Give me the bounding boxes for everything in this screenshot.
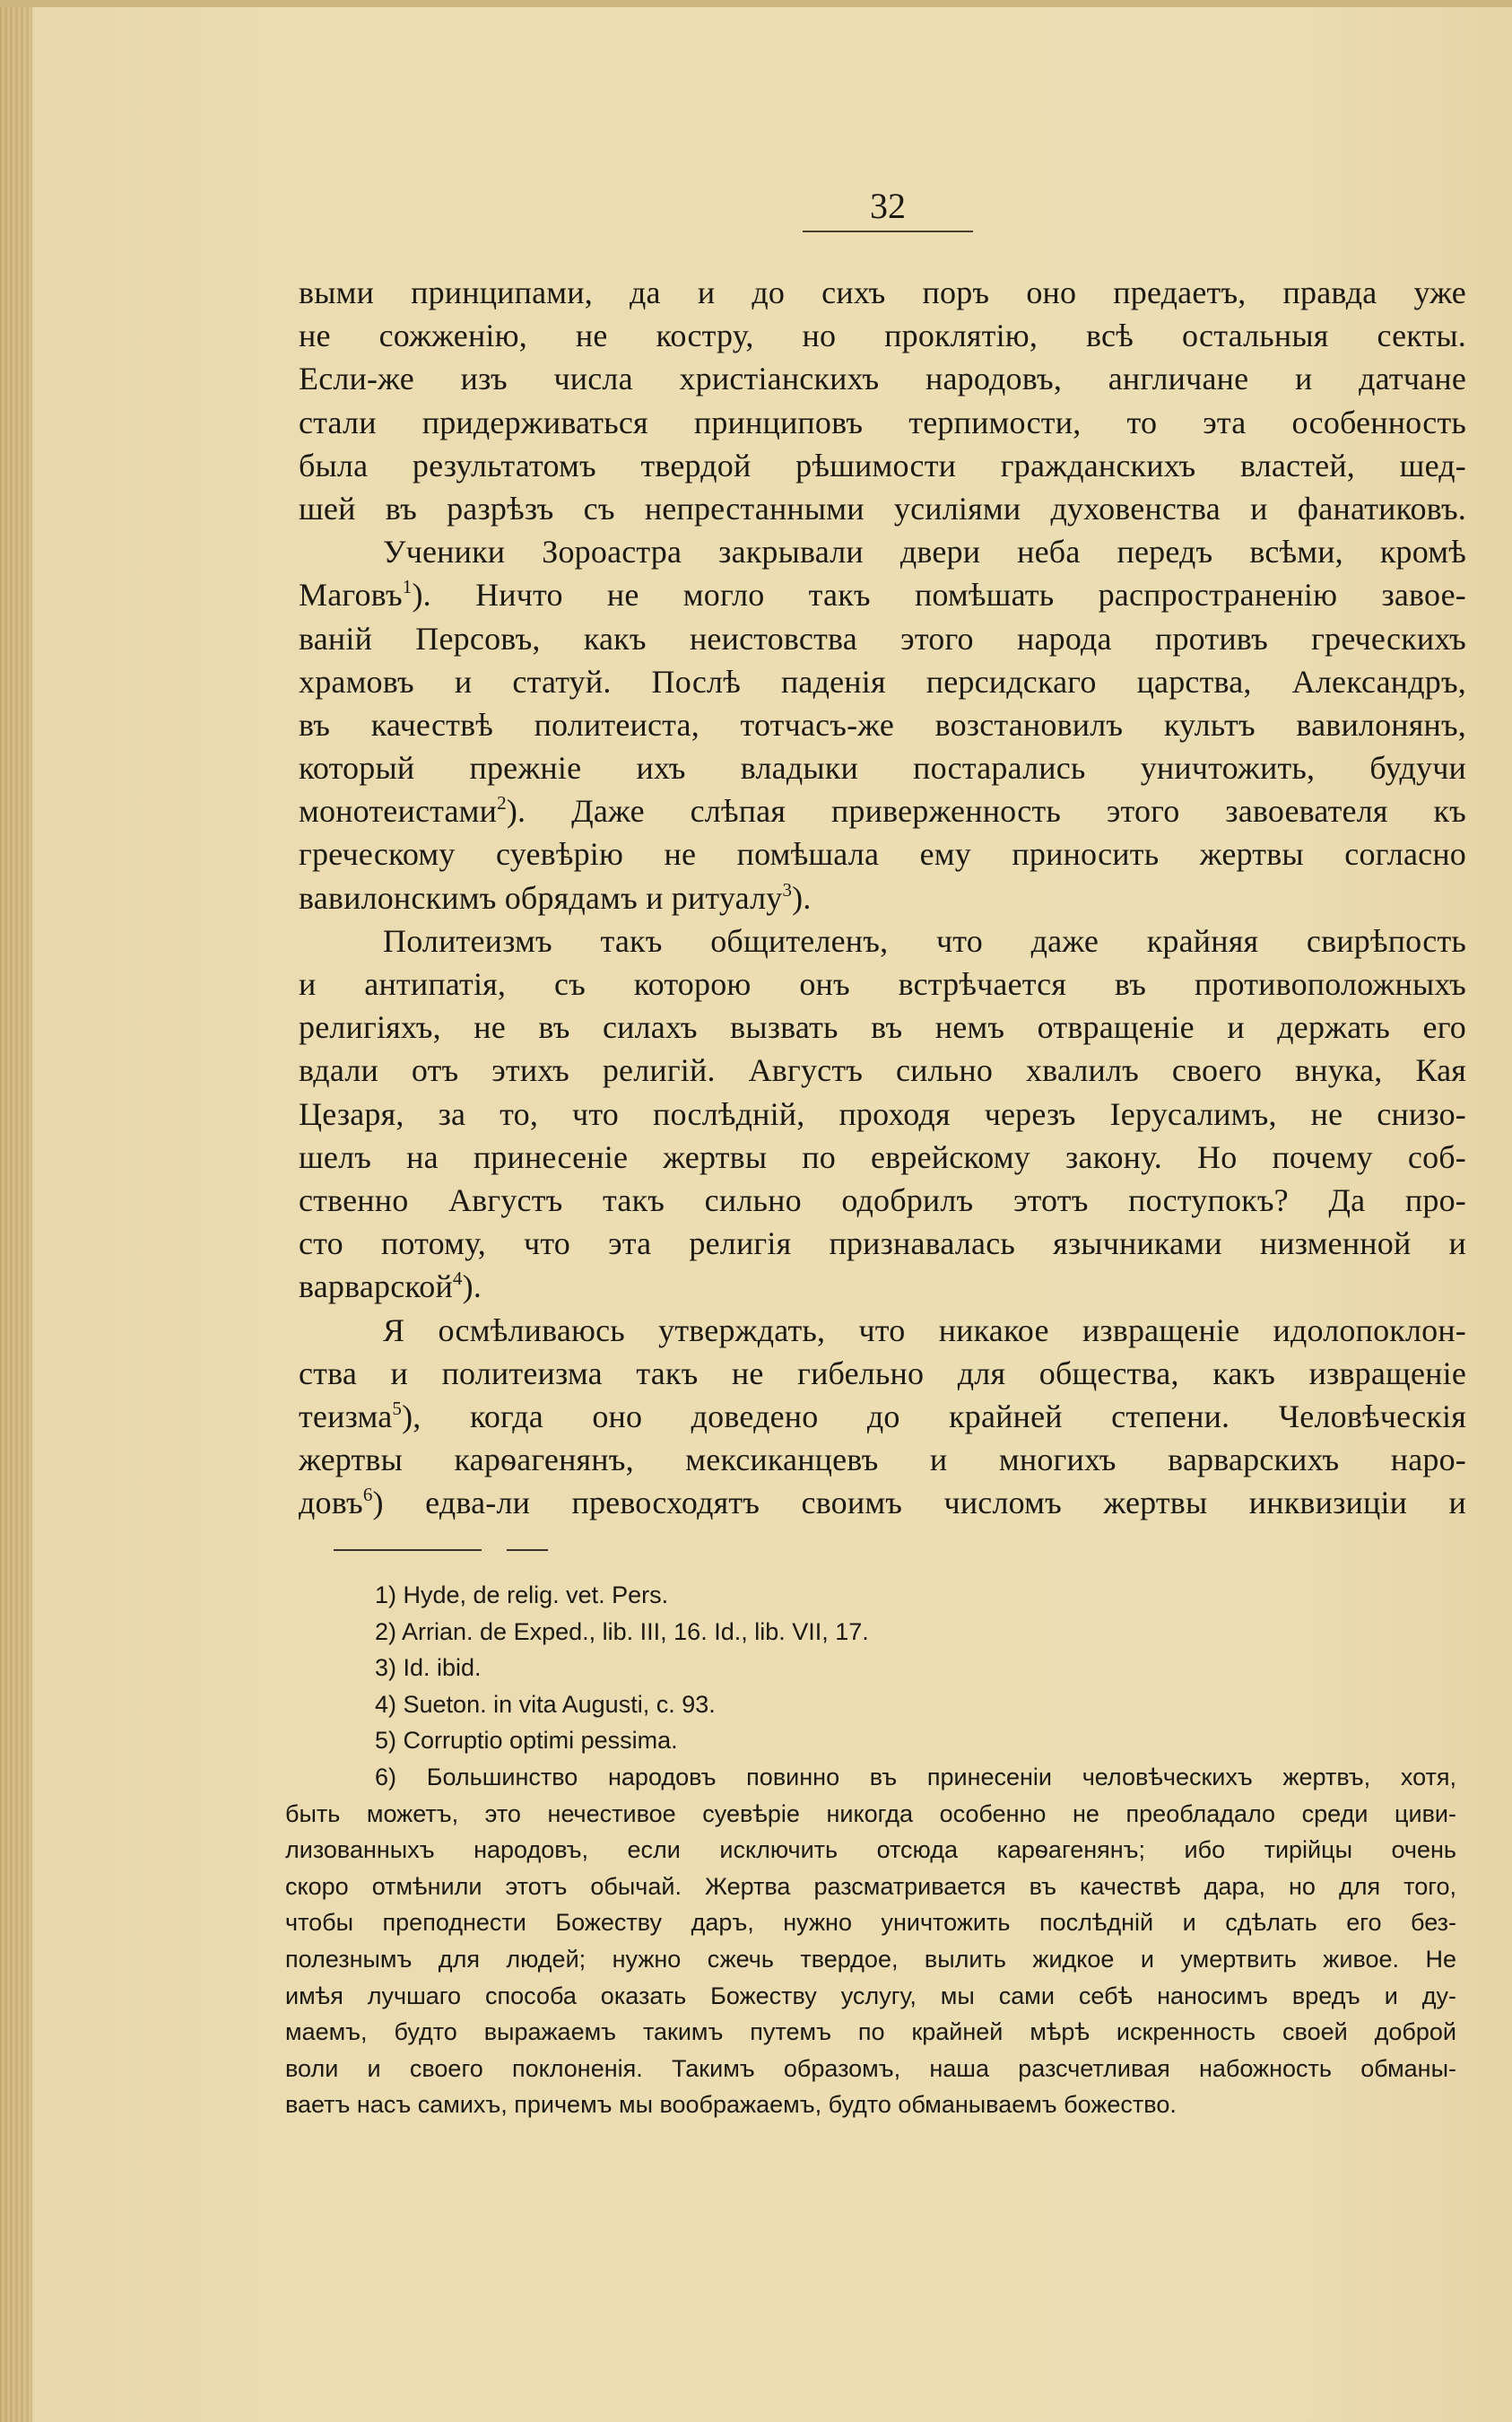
text-line xyxy=(299,444,1466,487)
text-line xyxy=(299,1049,1466,1092)
text-line xyxy=(299,1438,1466,1481)
book-spine-shadow xyxy=(0,0,32,2422)
text-segment: ваній Персовъ, какъ неистовства этого народа противъ греческихъ xyxy=(299,620,1466,657)
footnote-line: 2) Arrian. de Exped., lib. III, 16. Id., lib. VII, 17. xyxy=(375,1617,869,1645)
text-segment: который прежніе ихъ владыки постарались уничтожить, будучи xyxy=(299,750,1466,787)
text-line xyxy=(299,1395,1466,1438)
text-segment: не сожженію, не костру, но проклятію, всѣ остальныя секты. xyxy=(299,318,1466,354)
text-line xyxy=(299,1136,1466,1179)
footnote-reference: 2 xyxy=(497,792,507,815)
footnote-line: маемъ, будто выражаемъ такимъ путемъ по крайней мѣрѣ искренность своей доброй xyxy=(285,2018,1456,2046)
footnote-line: лизованныхъ народовъ, если исключить отсюда карѳагенянъ; ибо тирійцы очень xyxy=(285,1836,1456,1864)
footnote-reference: 4 xyxy=(452,1268,463,1290)
text-segment: сто потому, что эта религія признавалась язычниками низменной и xyxy=(299,1225,1466,1262)
text-segment: Маговъ xyxy=(299,577,403,614)
text-line xyxy=(299,401,1466,444)
text-line xyxy=(299,789,1466,832)
text-line xyxy=(299,703,1466,746)
text-line xyxy=(299,314,1466,357)
text-segment: ), когда оно доведено до крайней степени. Человѣческія xyxy=(402,1398,1466,1434)
text-line xyxy=(299,617,1466,660)
text-line xyxy=(299,530,1466,573)
text-line xyxy=(299,832,1466,876)
footnote-line: имѣя лучшаго способа оказать Божеству услугу, мы сами себѣ наносимъ вредъ и ду- xyxy=(285,1982,1456,2009)
text-segment: теизма xyxy=(299,1398,393,1434)
text-line xyxy=(299,1352,1466,1395)
text-line xyxy=(299,1265,1466,1308)
text-line xyxy=(299,1309,1466,1352)
text-segment: стали придерживаться принциповъ терпимости, то эта особенность xyxy=(299,404,1466,440)
footnote-separator-short xyxy=(507,1549,548,1551)
text-line xyxy=(299,1481,1466,1524)
footnote-separator-long xyxy=(334,1549,482,1551)
footnote-line: 5) Corruptio optimi pessima. xyxy=(375,1727,678,1755)
text-segment: ) едва-ли превосходятъ своимъ числомъ жертвы инквизиціи и xyxy=(372,1485,1466,1521)
text-line xyxy=(299,1222,1466,1265)
text-segment: Если-же изъ числа христіанскихъ народовъ, англичане и датчане xyxy=(299,361,1466,397)
text-segment: шей въ разрѣзъ съ непрестанными усиліями духовенства и фанатиковъ. xyxy=(299,490,1466,527)
footnote-reference: 5 xyxy=(392,1397,403,1419)
text-line xyxy=(299,1179,1466,1222)
text-segment: варварской xyxy=(299,1268,453,1305)
text-segment: храмовъ и статуй. Послѣ паденія персидскаго царства, Александръ, xyxy=(299,663,1466,700)
text-line xyxy=(299,746,1466,789)
text-line xyxy=(299,660,1466,703)
footnote-reference: 3 xyxy=(782,878,793,901)
text-segment: и антипатія, съ которою онъ встрѣчается въ противоположныхъ xyxy=(299,966,1466,1002)
text-line xyxy=(299,963,1466,1006)
footnotes-block xyxy=(285,1577,1456,2123)
text-segment: греческому суевѣрію не помѣшала ему приносить жертвы согласно xyxy=(299,836,1466,873)
text-segment: Политеизмъ такъ общителенъ, что даже крайняя свирѣпость xyxy=(383,922,1466,959)
text-line xyxy=(299,1006,1466,1049)
text-segment: довъ xyxy=(299,1485,363,1521)
footnote-reference: 6 xyxy=(362,1484,373,1506)
footnote-line: 4) Sueton. in vita Augusti, c. 93. xyxy=(375,1690,716,1718)
page-number-underline xyxy=(803,231,973,232)
text-line xyxy=(299,357,1466,400)
text-line xyxy=(299,271,1466,314)
text-segment: Цезаря, за то, что послѣдній, проходя черезъ Іерусалимъ, не снизо- xyxy=(299,1095,1466,1132)
page-top-edge xyxy=(0,0,1512,7)
footnote-line: ваетъ насъ самихъ, причемъ мы воображаемъ, будто обманываемъ божество. xyxy=(285,2091,1177,2119)
footnote-reference: 1 xyxy=(402,576,413,598)
text-segment: монотеистами xyxy=(299,793,498,830)
text-segment: ства и политеизма такъ не гибельно для общества, какъ извращеніе xyxy=(299,1355,1466,1391)
text-segment: въ качествѣ политеиста, тотчасъ-же возстановилъ культъ вавилонянъ, xyxy=(299,706,1466,743)
text-segment: вавилонскимъ обрядамъ и ритуалу xyxy=(299,879,783,916)
text-line xyxy=(299,573,1466,616)
text-segment: ). Даже слѣпая приверженность этого завоевателя къ xyxy=(506,793,1466,830)
footnote-line: 1) Hyde, de relig. vet. Pers. xyxy=(375,1581,669,1608)
text-line xyxy=(299,876,1466,919)
text-segment: Ученики Зороастра закрывали двери неба передъ всѣми, кромѣ xyxy=(383,534,1466,571)
text-line xyxy=(299,487,1466,530)
text-segment: ). Ничто не могло такъ помѣшать распространенію завое- xyxy=(412,577,1466,614)
text-segment: шелъ на принесеніе жертвы по еврейскому закону. Но почему соб- xyxy=(299,1138,1466,1175)
text-segment: вдали отъ этихъ религій. Августъ сильно хвалилъ своего внука, Кая xyxy=(299,1052,1466,1089)
text-segment: жертвы карѳагенянъ, мексиканцевъ и многихъ варварскихъ наро- xyxy=(299,1442,1466,1478)
page-number: 32 xyxy=(870,186,906,226)
footnote-line: чтобы преподнести Божеству даръ, нужно уничтожить послѣдній и сдѣлать его без- xyxy=(285,1909,1456,1937)
text-line xyxy=(299,1093,1466,1136)
text-line xyxy=(299,919,1466,963)
text-segment: религіяхъ, не въ силахъ вызвать въ немъ отвращеніе и держать его xyxy=(299,1009,1466,1046)
footnote-line: быть можетъ, это нечестивое суевѣріе никогда особенно не преобладало среди циви- xyxy=(285,1799,1456,1827)
text-segment: ). xyxy=(792,879,812,916)
footnote-line: 3) Id. ibid. xyxy=(375,1654,482,1682)
text-segment: ственно Августъ такъ сильно одобрилъ этотъ поступокъ? Да про- xyxy=(299,1181,1466,1218)
text-segment: Я осмѣливаюсь утверждать, что никакое извращеніе идолопоклон- xyxy=(383,1311,1466,1348)
footnote-line: скоро отмѣнили этотъ обычай. Жертва разсматривается въ качествѣ дара, но для того, xyxy=(285,1872,1456,1900)
main-text-block xyxy=(299,271,1466,1524)
text-segment: была результатомъ твердой рѣшимости гражданскихъ властей, шед- xyxy=(299,447,1466,484)
text-segment: ). xyxy=(462,1268,482,1305)
footnote-line: воли и своего поклоненія. Такимъ образомъ, наша разсчетливая набожность обманы- xyxy=(285,2054,1456,2082)
footnote-line: 6) Большинство народовъ повинно въ принесеніи человѣческихъ жертвъ, хотя, xyxy=(375,1763,1456,1790)
footnote-line: полезнымъ для людей; нужно сжечь твердое, вылить жидкое и умертвить живое. Не xyxy=(285,1945,1456,1973)
text-segment: выми принципами, да и до сихъ поръ оно предаетъ, правда уже xyxy=(299,274,1466,310)
